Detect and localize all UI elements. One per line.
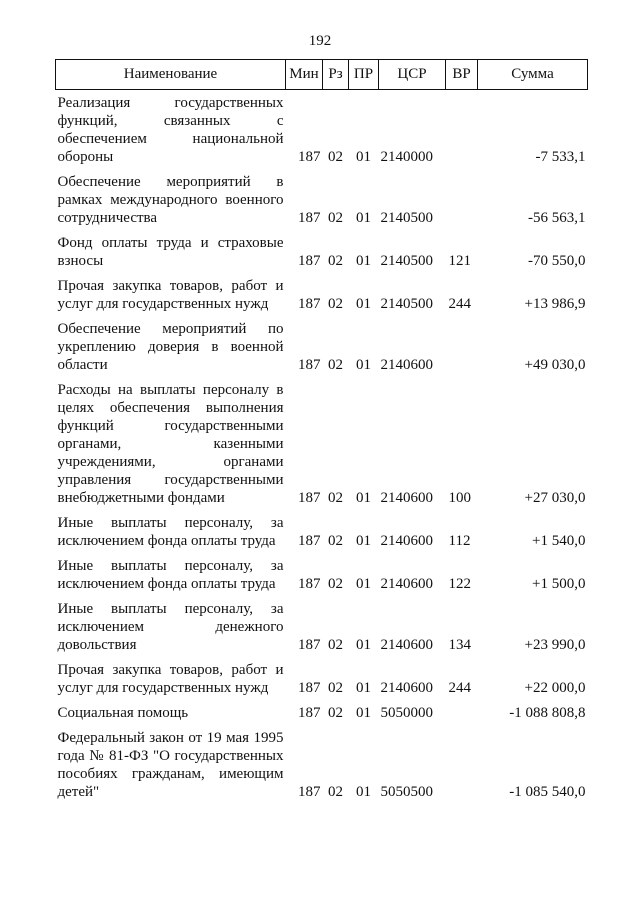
cell-csr: 2140600 — [380, 637, 433, 653]
cell-csr: 2140500 — [380, 296, 433, 312]
cell-csr: 2140600 — [380, 490, 433, 506]
cell-rz: 02 — [328, 576, 343, 592]
cell-rz: 02 — [328, 357, 343, 373]
cell-name: Иные выплаты персоналу, за исключением денежного довольствия — [57, 601, 284, 653]
cell-pr: 01 — [356, 149, 371, 165]
cell-rz: 02 — [328, 784, 343, 800]
cell-sum: -56 563,1 — [528, 210, 586, 226]
cell-min: 187 — [298, 576, 321, 592]
header-pr: ПР — [349, 60, 379, 90]
table-row — [56, 596, 588, 657]
cell-rz: 02 — [328, 296, 343, 312]
cell-csr: 2140600 — [380, 533, 433, 549]
cell-sum: +1 500,0 — [532, 576, 586, 592]
cell-vr — [446, 725, 478, 804]
cell-name: Федеральный закон от 19 мая 1995 года № 81-ФЗ "О государственных пособиях гражданам, имеющим детей" — [57, 730, 284, 800]
cell-min: 187 — [298, 149, 321, 165]
cell-vr: 122 — [448, 576, 471, 592]
cell-vr: 121 — [448, 253, 471, 269]
cell-csr: 2140600 — [380, 357, 433, 373]
cell-name: Реализация государственных функций, связанных с обеспечением национальной обороны — [57, 95, 284, 165]
cell-rz: 02 — [328, 149, 343, 165]
cell-min: 187 — [298, 533, 321, 549]
cell-rz: 02 — [328, 533, 343, 549]
table-row — [56, 657, 588, 700]
cell-vr: 100 — [448, 490, 471, 506]
cell-csr: 2140000 — [380, 149, 433, 165]
cell-rz: 02 — [328, 253, 343, 269]
cell-sum: -1 088 808,8 — [509, 705, 586, 721]
header-rz: Рз — [323, 60, 349, 90]
cell-name: Обеспечение мероприятий в рамках международного военного сотрудничества — [57, 174, 284, 226]
cell-csr: 2140600 — [380, 680, 433, 696]
cell-pr: 01 — [356, 210, 371, 226]
cell-vr: 244 — [448, 296, 471, 312]
cell-sum: -70 550,0 — [528, 253, 586, 269]
cell-name: Прочая закупка товаров, работ и услуг для государственных нужд — [57, 278, 284, 312]
cell-sum: +22 000,0 — [524, 680, 586, 696]
cell-rz: 02 — [328, 210, 343, 226]
cell-csr: 5050500 — [380, 784, 433, 800]
cell-sum: +49 030,0 — [524, 357, 586, 373]
cell-min: 187 — [298, 253, 321, 269]
cell-name: Расходы на выплаты персоналу в целях обеспечения выполнения функций государственными органами, казенными учреждениями, органами управления государственными внебюджетными фондами — [57, 382, 284, 506]
table-row — [56, 169, 588, 230]
header-csr: ЦСР — [379, 60, 446, 90]
table-row — [56, 316, 588, 377]
cell-rz: 02 — [328, 705, 343, 721]
table-body — [56, 90, 588, 805]
cell-name: Иные выплаты персоналу, за исключением фонда оплаты труда — [57, 515, 284, 549]
page-number: 192 — [308, 33, 332, 49]
cell-rz: 02 — [328, 490, 343, 506]
cell-sum: +1 540,0 — [532, 533, 586, 549]
table-row — [56, 700, 588, 725]
cell-min: 187 — [298, 637, 321, 653]
cell-min: 187 — [298, 705, 321, 721]
cell-name: Обеспечение мероприятий по укреплению доверия в военной области — [57, 321, 284, 373]
table-row — [56, 230, 588, 273]
cell-vr: 134 — [448, 637, 471, 653]
cell-name: Фонд оплаты труда и страховые взносы — [57, 235, 284, 269]
cell-csr: 2140500 — [380, 210, 433, 226]
budget-table — [55, 59, 588, 804]
cell-pr: 01 — [356, 576, 371, 592]
cell-name: Иные выплаты персоналу, за исключением фонда оплаты труда — [57, 558, 284, 592]
cell-pr: 01 — [356, 784, 371, 800]
cell-pr: 01 — [356, 705, 371, 721]
cell-min: 187 — [298, 680, 321, 696]
table-row — [56, 90, 588, 170]
cell-rz: 02 — [328, 637, 343, 653]
cell-min: 187 — [298, 784, 321, 800]
header-min: Мин — [286, 60, 323, 90]
cell-sum: -7 533,1 — [535, 149, 586, 165]
cell-min: 187 — [298, 490, 321, 506]
cell-min: 187 — [298, 210, 321, 226]
cell-sum: +13 986,9 — [524, 296, 586, 312]
cell-vr — [446, 90, 478, 170]
table-row — [56, 725, 588, 804]
table-header — [56, 60, 588, 90]
cell-sum: +27 030,0 — [524, 490, 586, 506]
cell-pr: 01 — [356, 637, 371, 653]
header-vr: ВР — [446, 60, 478, 90]
cell-sum: +23 990,0 — [524, 637, 586, 653]
header-name: Наименование — [56, 60, 286, 90]
cell-pr: 01 — [356, 533, 371, 549]
table-row — [56, 553, 588, 596]
cell-vr: 244 — [448, 680, 471, 696]
cell-vr — [446, 700, 478, 725]
cell-vr: 112 — [448, 533, 471, 549]
header-sum: Сумма — [478, 60, 588, 90]
cell-min: 187 — [298, 296, 321, 312]
cell-csr: 2140500 — [380, 253, 433, 269]
cell-pr: 01 — [356, 296, 371, 312]
cell-csr: 2140600 — [380, 576, 433, 592]
cell-name: Социальная помощь — [57, 705, 189, 721]
cell-pr: 01 — [356, 357, 371, 373]
cell-vr — [446, 169, 478, 230]
cell-csr: 5050000 — [380, 705, 433, 721]
cell-pr: 01 — [356, 253, 371, 269]
cell-pr: 01 — [356, 680, 371, 696]
cell-min: 187 — [298, 357, 321, 373]
table-row — [56, 510, 588, 553]
cell-rz: 02 — [328, 680, 343, 696]
table-row — [56, 273, 588, 316]
cell-sum: -1 085 540,0 — [509, 784, 586, 800]
cell-pr: 01 — [356, 490, 371, 506]
cell-vr — [446, 316, 478, 377]
cell-name: Прочая закупка товаров, работ и услуг для государственных нужд — [57, 662, 284, 696]
table-row — [56, 377, 588, 510]
